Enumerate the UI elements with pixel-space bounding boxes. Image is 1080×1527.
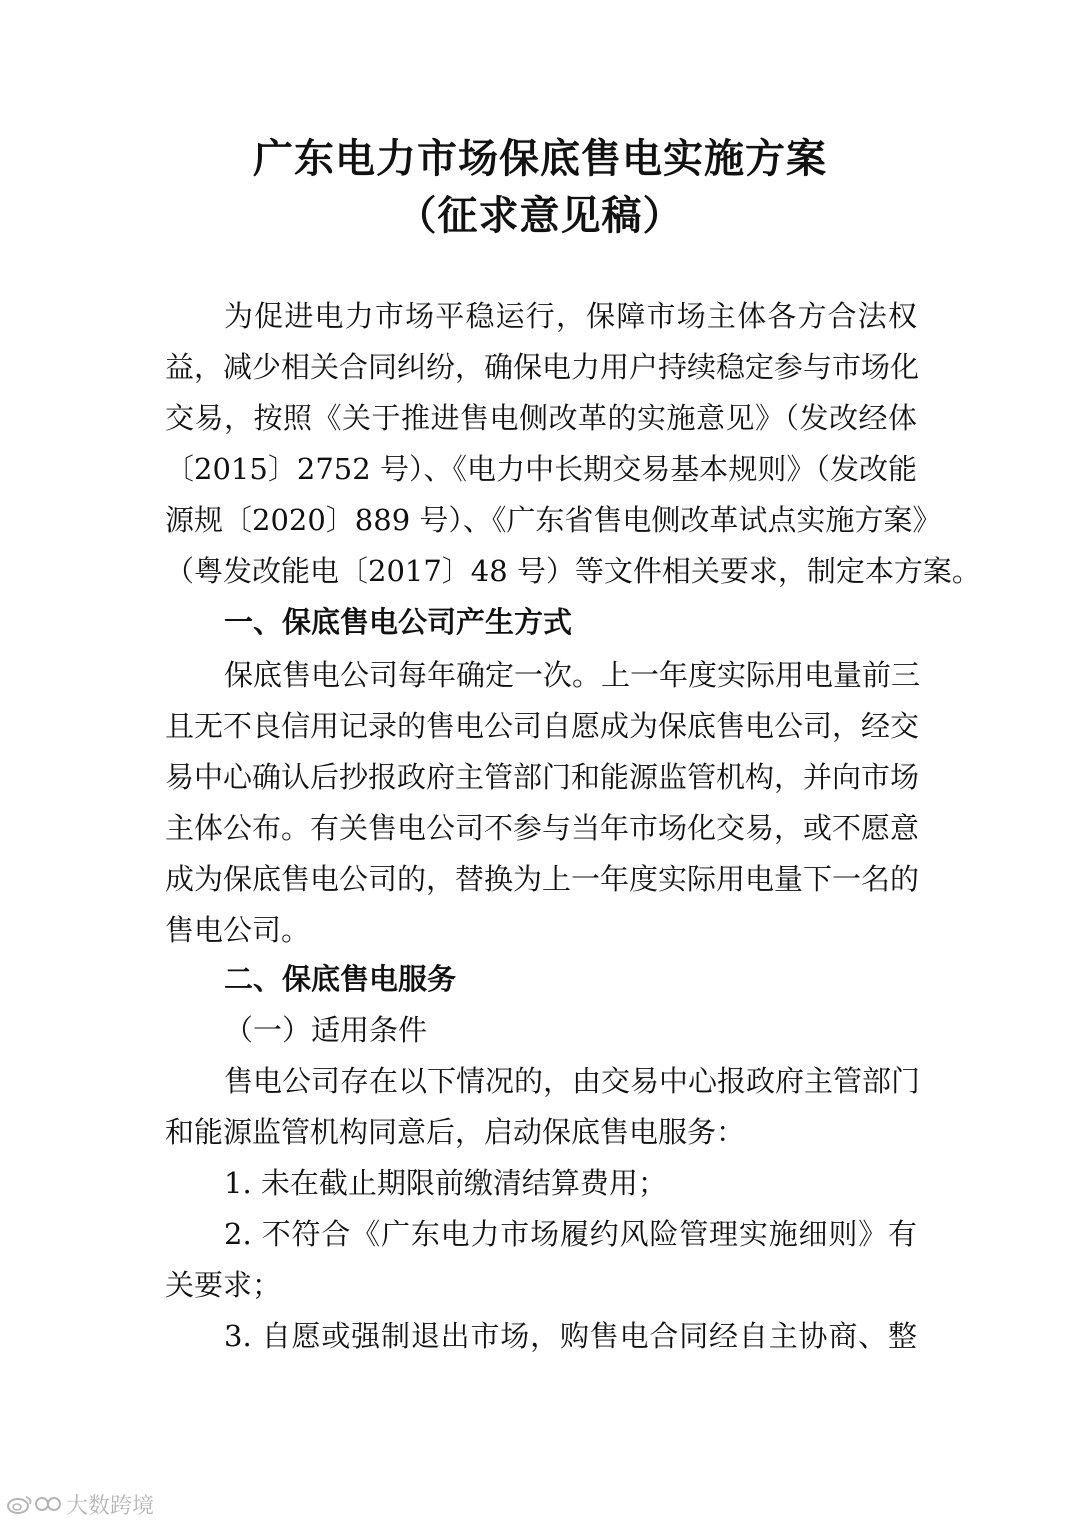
list-item: 2. 不符合《广东电力市场履约风险管理实施细则》有 (224, 1217, 917, 1251)
section-body-line: 保底售电公司每年确定一次。上一年度实际用电量前三 (224, 658, 921, 692)
intro-line: （粤发改能电〔2017〕48 号）等文件相关要求，制定本方案。 (165, 554, 981, 588)
section-body-line: 主体公布。有关售电公司不参与当年市场化交易，或不愿意 (165, 811, 920, 845)
subsection-body-line: 和能源监管机构同意后，启动保底售电服务： (165, 1115, 746, 1149)
intro-line: 〔2015〕2752 号）、《电力中长期交易基本规则》（发改能 (165, 452, 917, 486)
subsection-heading: （一）适用条件 (224, 1013, 428, 1047)
section-heading: 一、保底售电公司产生方式 (224, 605, 573, 639)
watermark-text: 大数跨境 (66, 1493, 155, 1519)
intro-line: 为促进电力市场平稳运行，保障市场主体各方合法权 (224, 299, 917, 333)
intro-line: 交易，按照《关于推进售电侧改革的实施意见》（发改经体 (165, 401, 917, 435)
section-body-line: 售电公司。 (165, 913, 311, 947)
section-body-line: 且无不良信用记录的售电公司自愿成为保底售电公司，经交 (165, 709, 920, 743)
section-body-line: 易中心确认后抄报政府主管部门和能源监管机构，并向市场 (165, 760, 920, 794)
section-heading: 二、保底售电服务 (224, 962, 457, 996)
subsection-body-line: 售电公司存在以下情况的，由交易中心报政府主管部门 (224, 1064, 921, 1098)
document-subtitle: （征求意见稿） (396, 193, 684, 239)
intro-line: 益，减少相关合同纠纷，确保电力用户持续稳定参与市场化 (165, 350, 920, 384)
weibo-logo-icon (6, 1493, 62, 1515)
intro-line: 源规〔2020〕889 号）、《广东省售电侧改革试点实施方案》 (165, 503, 942, 537)
list-item: 1. 未在截止期限前缴清结算费用； (224, 1166, 667, 1200)
list-item: 关要求； (165, 1268, 282, 1302)
watermark (6, 1490, 154, 1518)
list-item: 3. 自愿或强制退出市场，购售电合同经自主协商、整 (224, 1319, 917, 1353)
document-title: 广东电力市场保底售电实施方案 (253, 136, 827, 182)
section-body-line: 成为保底售电公司的，替换为上一年度实际用电量下一名的 (165, 862, 920, 896)
